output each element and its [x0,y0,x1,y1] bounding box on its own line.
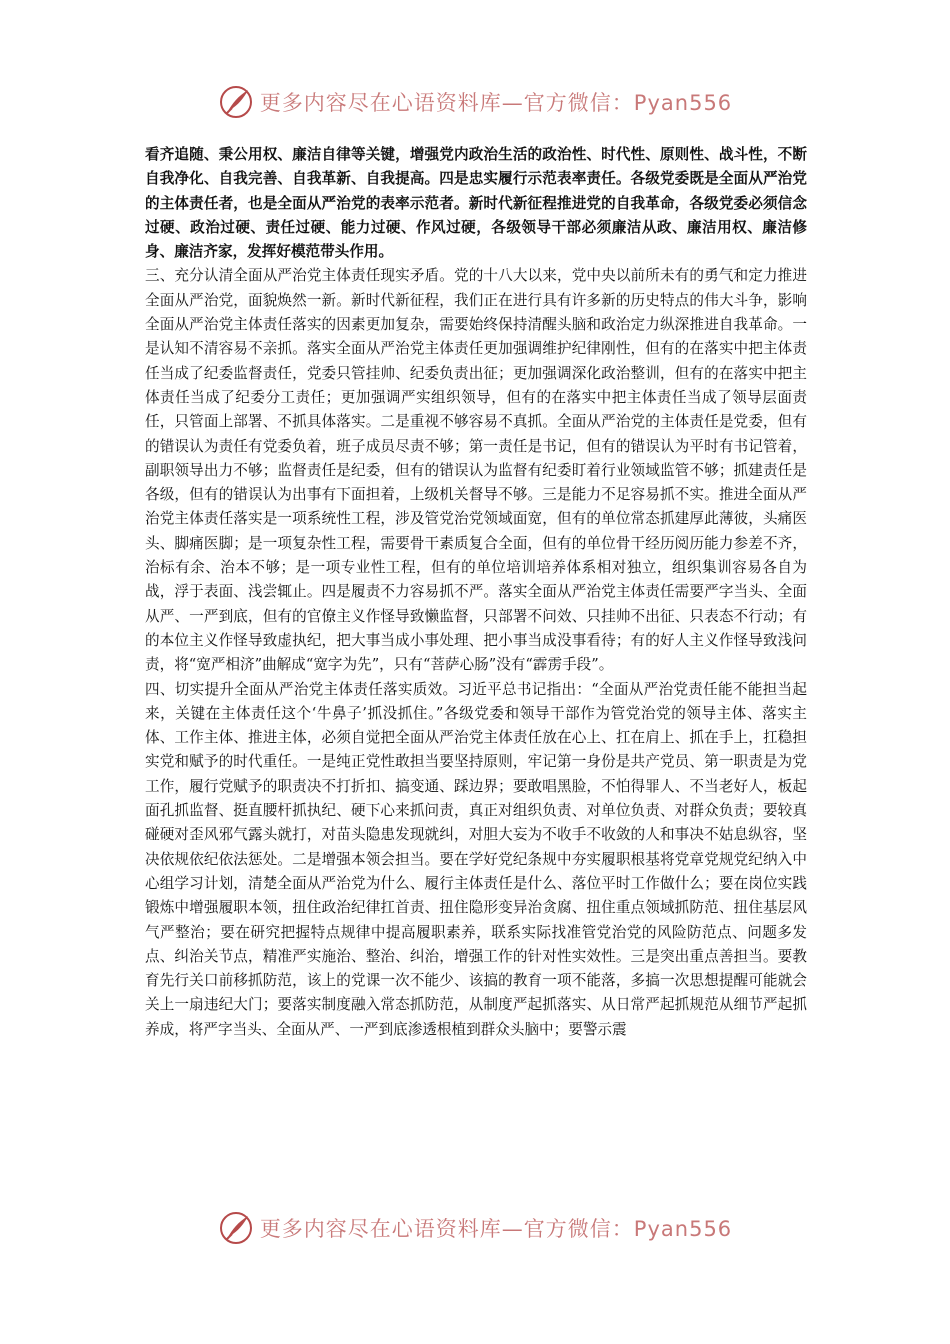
quill-logo-icon [218,84,254,120]
section-3-paragraph: 三、充分认清全面从严治党主体责任现实矛盾。党的十八大以来，党中央以前所未有的勇气和定力推进全面从严治党，面貌焕然一新。新时代新征程，我们正在进行具有许多新的历史特点的伟大斗争，影响全面从严治党主体责任落实的因素更加复杂，需要始终保持清醒头脑和政治定力纵深推进自我革命。一是认知不清容易不亲抓。落实全面从严治党主体责任更加强调维护纪律刚性，但有的在落实中把主体责任当成了纪委监督责任，党委只管挂帅、纪委负责出征；更加强调深化政治整训，但有的在落实中把主体责任当成了纪委分工责任；更加强调严实组织领导，但有的在落实中把主体责任当成了领导层面责任，只管面上部署、不抓具体落实。二是重视不够容易不真抓。全面从严治党的主体责任是党委，但有的错误认为责任有党委负着，班子成员尽责不够；第一责任是书记，但有的错误认为平时有书记管着，副职领导出力不够；监督责任是纪委，但有的错误认为监督有纪委盯着行业领域监管不够；抓建责任是各级，但有的错误认为出事有下面担着，上级机关督导不够。三是能力不足容易抓不实。推进全面从严治党主体责任落实是一项系统性工程，涉及管党治党领域面宽，但有的单位常态抓建厚此薄彼，头痛医头、脚痛医脚；是一项复杂性工程，需要骨干素质复合全面，但有的单位骨干经历阅历能力参差不齐，治标有余、治本不够；是一项专业性工程，但有的单位培训培养体系相对独立，组织集训容易各自为战，浮于表面、浅尝辄止。四是履责不力容易抓不严。落实全面从严治党主体责任需要严字当头、全面从严、一严到底，但有的官僚主义作怪导致懒监督，只部署不问效、只挂帅不出征、只表态不行动；有的本位主义作怪导致虚执纪，把大事当成小事处理、把小事当成没事看待；有的好人主义作怪导致浅问责，将“宽严相济”曲解成“宽字为先”，只有“菩萨心肠”没有“霹雳手段”。 [145,267,807,674]
header-banner-text: 更多内容尽在心语资料库—官方微信：Pyan556 [259,91,733,115]
bold-paragraph: 看齐追随、秉公用权、廉洁自律等关键，增强党内政治生活的政治性、时代性、原则性、战斗性，不断自我净化、自我完善、自我革新、自我提高。四是忠实履行示范表率责任。各级党委既是全面从严治党的主体责任者，也是全面从严治党的表率示范者。新时代新征程推进党的自我革命，各级党委必须信念过硬、政治过硬、责任过硬、能力过硬、作风过硬，各级领导干部必须廉洁从政、廉洁用权、廉洁修身、廉洁齐家，发挥好模范带头作用。 [145,146,807,261]
quill-logo-icon [218,1210,254,1246]
section-4-paragraph: 四、切实提升全面从严治党主体责任落实质效。习近平总书记指出：“全面从严治党责任能不能担当起来，关键在主体责任这个‘牛鼻子’抓没抓住。”各级党委和领导干部作为管党治党的领导主体、落实主体、工作主体、推进主体，必须自觉把全面从严治党主体责任放在心上、扛在肩上、抓在手上，扛稳担实党和赋予的时代重任。一是纯正党性敢担当要坚持原则，牢记第一身份是共产党员、第一职责是为党工作，履行党赋予的职责决不打折扣、搞变通、踩边界；要敢唱黑脸，不怕得罪人、不当老好人，板起面孔抓监督、挺直腰杆抓执纪、硬下心来抓问责，真正对组织负责、对单位负责、对群众负责；要较真碰硬对歪风邪气露头就打，对苗头隐患发现就纠，对胆大妄为不收手不收敛的人和事决不姑息纵容，坚决依规依纪依法惩处。二是增强本领会担当。要在学好党纪条规中夯实履职根基将党章党规党纪纳入中心组学习计划，清楚全面从严治党为什么、履行主体责任是什么、落位平时工作做什么；要在岗位实践锻炼中增强履职本领，扭住政治纪律扛首责、扭住隐形变异治贪腐、扭住重点领域抓防范、扭住基层风气严整治；要在研究把握特点规律中提高履职素养，联系实际找准管党治党的风险防范点、问题多发点、纠治关节点，精准严实施治、整治、纠治，增强工作的针对性实效性。三是突出重点善担当。要教育先行关口前移抓防范，该上的党课一次不能少、该搞的教育一项不能落，多搞一次思想提醒可能就会关上一扇违纪大门；要落实制度融入常态抓防范，从制度严起抓落实、从日常严起抓规范从细节严起抓养成，将严字当头、全面从严、一严到底渗透根植到群众头脑中；要警示震 [145,680,807,1038]
footer-banner-text: 更多内容尽在心语资料库—官方微信：Pyan556 [259,1217,733,1241]
footer-banner [0,1208,950,1248]
document-body [145,143,807,1042]
header-banner [0,82,950,122]
